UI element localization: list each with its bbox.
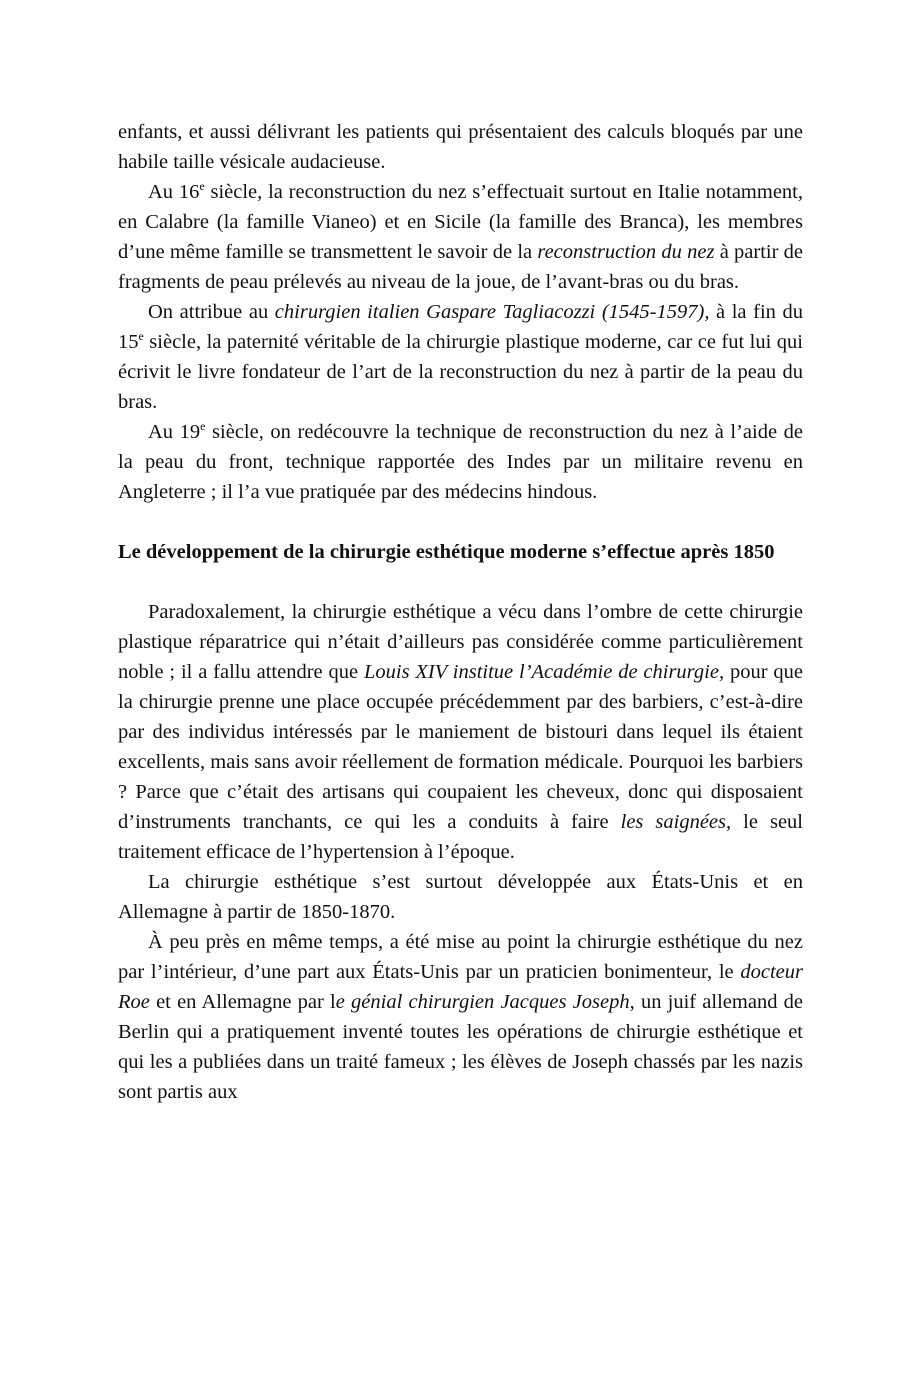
text-run: à partir de fragments de peau prélevés au niveau de la joue, de l’avant-bras ou du bras. [118, 241, 804, 293]
section-heading: Le développement de la chirurgie esthétique moderne s’effectue après 1850 [118, 541, 775, 563]
paragraph [118, 927, 803, 1107]
paragraph [118, 297, 803, 417]
italic-text: chirurgien italien Gaspare Tagliacozzi (1545-1597), [274, 301, 710, 323]
text-run: On attribue au [148, 301, 275, 323]
superscript: e [199, 179, 205, 193]
bottom-paragraphs [118, 597, 803, 1107]
superscript: e [200, 419, 206, 433]
text-run: Au 19 [148, 421, 201, 443]
text-run: siècle, la reconstruction du nez s’effectuait surtout en Italie notamment, en Calabre (la famille Vianeo) et en Sicile (la famille des Branca), les membres d’une même famille se transmettent le savoir de la [118, 181, 803, 263]
italic-text: docteur Roe [118, 961, 803, 1013]
italic-text: Louis XIV institue l’Académie de chirurgie, [363, 661, 725, 683]
text-run: à la fin du 15 [118, 301, 803, 353]
text-run: , le seul traitement efficace de l’hypertension à l’époque. [118, 811, 803, 863]
italic-text: reconstruction du nez [537, 241, 715, 263]
superscript: e [138, 329, 144, 343]
top-paragraphs [118, 117, 803, 507]
paragraph [118, 117, 803, 177]
paragraph [118, 177, 803, 297]
italic-text: e génial chirurgien Jacques Joseph [335, 991, 630, 1013]
paragraph [118, 417, 803, 507]
page-body [118, 117, 803, 1107]
text-run: La chirurgie esthétique s’est surtout développée aux États-Unis et en Allemagne à partir de 1850-1870. [118, 871, 803, 923]
text-run: À peu près en même temps, a été mise au point la chirurgie esthétique du nez par l’intérieur, d’une part aux États-Unis par un praticien bonimenteur, le [118, 931, 803, 983]
text-run: et en Allemagne par l [149, 991, 336, 1013]
text-run: Au 16 [148, 181, 200, 203]
text-run: Paradoxalement, la chirurgie esthétique a vécu dans l’ombre de cette chirurgie plastique réparatrice qui n’était d’ailleurs pas considérée comme particulièrement noble ; il a fallu attendre que [118, 601, 803, 683]
text-run: pour que la chirurgie prenne une place occupée précédemment par des barbiers, c’est-à-dire par des individus intéressés par le maniement de bistouri dans lequel ils étaient excellents, mais sans avoir réellement de formation médicale. Pourquoi les barbiers ? Parce que c’était des artisans qui coupaient les cheveux, donc qui disposaient d’instruments tranchants, ce qui les a conduits à faire [118, 661, 803, 833]
paragraph [118, 867, 803, 927]
text-run: siècle, on redécouvre la technique de reconstruction du nez à l’aide de la peau du front, technique rapportée des Indes par un militaire revenu en Angleterre ; il l’a vue pratiquée par des médecins hindous. [118, 421, 803, 503]
text-run: , un juif allemand de Berlin qui a pratiquement inventé toutes les opérations de chirurgie esthétique et qui les a publiées dans un traité fameux ; les élèves de Joseph chassés par les nazis sont partis aux [118, 991, 803, 1103]
text-run: siècle, la paternité véritable de la chirurgie plastique moderne, car ce fut lui qui écrivit le livre fondateur de l’art de la reconstruction du nez à partir de la peau du bras. [118, 331, 803, 413]
paragraph [118, 597, 803, 867]
italic-text: les saignées [620, 811, 727, 833]
text-run: enfants, et aussi délivrant les patients qui présentaient des calculs bloqués par une habile taille vésicale audacieuse. [118, 121, 803, 173]
